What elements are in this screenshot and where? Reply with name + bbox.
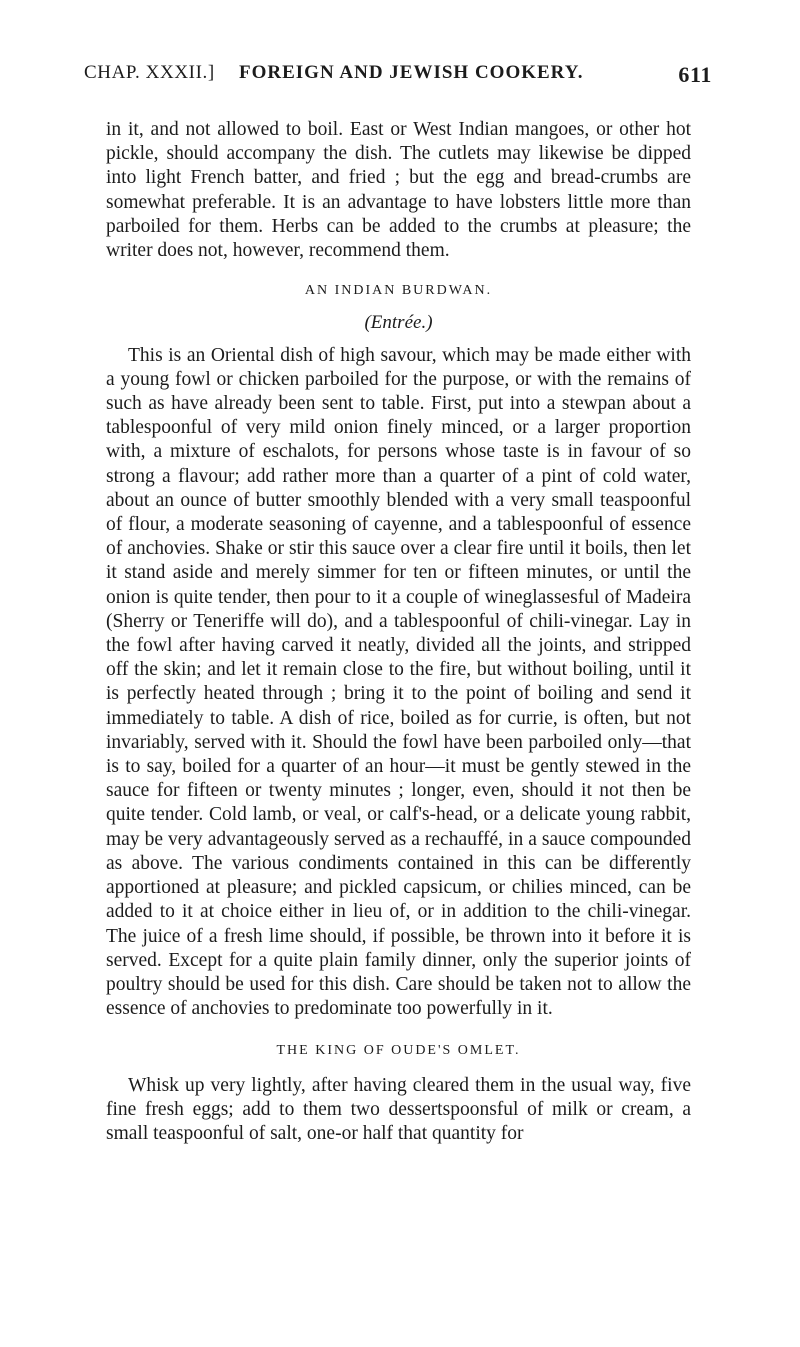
- running-head: [84, 62, 712, 92]
- section-heading-omlet: THE KING OF OUDE'S OMLET.: [276, 1043, 521, 1059]
- page-body: [106, 118, 691, 1146]
- section-subheading-entree: (Entrée.): [364, 312, 433, 334]
- intro-paragraph: in it, and not allowed to boil. East or West Indian mangoes, or other hot pickle, should accompany the dish. The cutlets may likewise be dipped into light French batter, and fried ; but the egg and bread-crumbs are somewhat preferable. It is an advantage to have lobsters little more than parboiled for them. Herbs can be added to the crumbs at pleasure; the writer does not, however, recommend them.: [106, 119, 691, 262]
- section-heading-burdwan: AN INDIAN BURDWAN.: [304, 283, 493, 299]
- page-number: 611: [678, 62, 712, 87]
- omlet-recipe-paragraph: Whisk up very lightly, after having cleared them in the usual way, five fine fresh eggs; add to them two dessertspoonsful of milk or cream, a small teaspoonful of salt, one-or half that quantity for: [106, 1074, 691, 1144]
- burdwan-recipe-paragraph: This is an Oriental dish of high savour, which may be made either with a young fowl or chicken parboiled for the purpose, or with the remains of such as have already been sent to table. First, put into a stewpan about a tablespoonful of very mild onion finely minced, or a larger proportion with, a mixture of eschalots, for persons whose taste is in favour of so strong a flavour; add rather more than a quarter of a pint of cold water, about an ounce of butter smoothly blended with a very small teaspoonful of flour, a moderate seasoning of cayenne, and a tablespoonful of essence of anchovies. Shake or stir this sauce over a clear fire until it boils, then let it stand aside and merely simmer for ten or fifteen minutes, or until the onion is quite tender, then pour to it a couple of wineglassesful of Madeira (Sherry or Teneriffe will do), and a tablespoonful of chili-vinegar. Lay in the fowl after having carved it neatly, divided all the joints, and stripped off the skin; and let it remain close to the fire, but without boiling, until it is perfectly heated through ; bring it to the point of boiling and send it immediately to table. A dish of rice, boiled as for currie, is often, but not invariably, served with it. Should the fowl have been parboiled only—that is to say, boiled for a quarter of an hour—it must be gently stewed in the sauce for fifteen or twenty minutes ; longer, even, should it not then be quite tender. Cold lamb, or veal, or calf's-head, or a delicate young rabbit, may be very advantageously served as a rechauffé, in a sauce compounded as above. The various condiments contained in this can be differently apportioned at pleasure; and pickled capsicum, or chilies minced, can be added to it at choice either in lieu of, or in addition to the chili-vinegar. The juice of a fresh lime should, if possible, be thrown into it before it is served. Except for a quite plain family dinner, only the superior joints of poultry should be used for this dish. Care should be taken not to allow the essence of anchovies to predominate too powerfully in it.: [106, 344, 691, 1020]
- running-title: FOREIGN AND JEWISH COOKERY.: [239, 62, 584, 83]
- chapter-reference: CHAP. XXXII.]: [84, 62, 215, 83]
